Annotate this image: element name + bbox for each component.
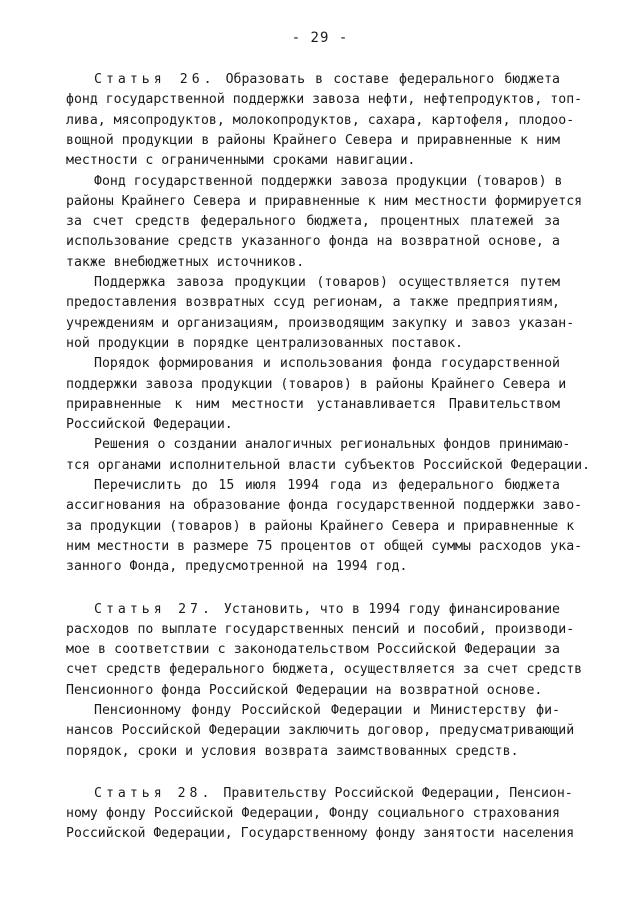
- article-label: Статья 26.: [94, 72, 216, 87]
- article-line: местности с ограниченными сроками навигации.: [66, 153, 416, 168]
- paragraph-line: районы Крайнего Севера и приравненные к ним местности формируется: [66, 194, 583, 209]
- paragraph-line: Порядок формирования и использования фонда государственной: [94, 356, 560, 371]
- article-first-line-text: Установить, что в 1994 году финансирование: [223, 602, 560, 617]
- article-line: расходов по выплате государственных пенсий и пособий, производи-: [66, 622, 575, 637]
- paragraph-line: за продукции (товаров) в районы Крайнего Севера и приравненные к: [66, 519, 575, 534]
- paragraph-line: использование средств указанного фонда на возвратной основе, а: [66, 234, 560, 249]
- paragraph-line: предоставления возвратных ссуд регионам, а также предприятиям,: [66, 295, 560, 310]
- paragraph-line: нансов Российской Федерации заключить договор, предусматривающий: [66, 723, 575, 738]
- paragraph-line: тся органами исполнительной власти субъектов Российской Федерации.: [66, 458, 591, 473]
- article-label: Статья 28.: [94, 786, 214, 801]
- paragraph-line: Перечислить до 15 июля 1994 года из федерального бюджета: [94, 478, 560, 493]
- paragraph-line: поддержки завоза продукции (товаров) в районы Крайнего Севера и: [66, 377, 567, 392]
- paragraph-line: ассигнования на образование фонда государственной поддержки заво-: [66, 498, 583, 513]
- article-line: ному фонду Российской Федерации, Фонду социального страхования: [66, 806, 560, 821]
- paragraph-line: Фонд государственной поддержки завоза продукции (товаров) в: [94, 174, 563, 189]
- article-line: счет средств федерального бюджета, осуществляется за счет средств: [66, 662, 583, 677]
- paragraph-line: ной продукции в порядке централизованных поставок.: [66, 336, 463, 351]
- article-line: лива, мясопродуктов, молокопродуктов, сахара, картофеля, плодоо-: [66, 113, 575, 128]
- paragraph-line: также внебюджетных источников.: [66, 255, 305, 270]
- article-line: вощной продукции в районы Крайнего Севера и приравненные к ним: [66, 133, 560, 148]
- paragraph-line: Решения о создании аналогичных региональных фондов принимаю-: [94, 437, 571, 452]
- paragraph-line: Поддержка завоза продукции (товаров) осуществляется путем: [94, 275, 560, 290]
- page-number: - 29 -: [291, 30, 349, 46]
- article-line: [94, 600, 560, 620]
- article-line: фонд государственной поддержки завоза нефти, нефтепродуктов, топ-: [66, 92, 583, 107]
- paragraph-line: ним местности в размере 75 процентов от общей суммы расходов ука-: [66, 539, 583, 554]
- article-line: Российской Федерации, Государственному фонду занятости населения: [66, 826, 575, 841]
- article-line: мое в соответствии с законодательством Российской Федерации за: [66, 642, 560, 657]
- paragraph-line: учреждениям и организациям, производящим закупку и завоз указан-: [66, 316, 575, 331]
- article-first-line-text: Образовать в составе федерального бюджета: [225, 72, 560, 87]
- paragraph-line: Российской Федерации.: [66, 417, 233, 432]
- paragraph-line: за счет средств федерального бюджета, процентных платежей за: [66, 214, 560, 229]
- paragraph-line: порядок, сроки и условия возврата заимствованных средств.: [66, 744, 519, 759]
- article-line: [94, 70, 560, 90]
- paragraph-line: приравненные к ним местности устанавливается Правительством: [66, 397, 560, 412]
- article-line: Пенсионного фонда Российской Федерации на возвратной основе.: [66, 683, 543, 698]
- article-label: Статья 27.: [94, 602, 214, 617]
- paragraph-line: Пенсионному фонду Российской Федерации и Министерству фи-: [94, 703, 560, 718]
- paragraph-line: занного Фонда, предусмотренной на 1994 год.: [66, 559, 408, 574]
- article-line: [94, 784, 573, 804]
- article-first-line-text: Правительству Российской Федерации, Пенсион-: [223, 786, 573, 801]
